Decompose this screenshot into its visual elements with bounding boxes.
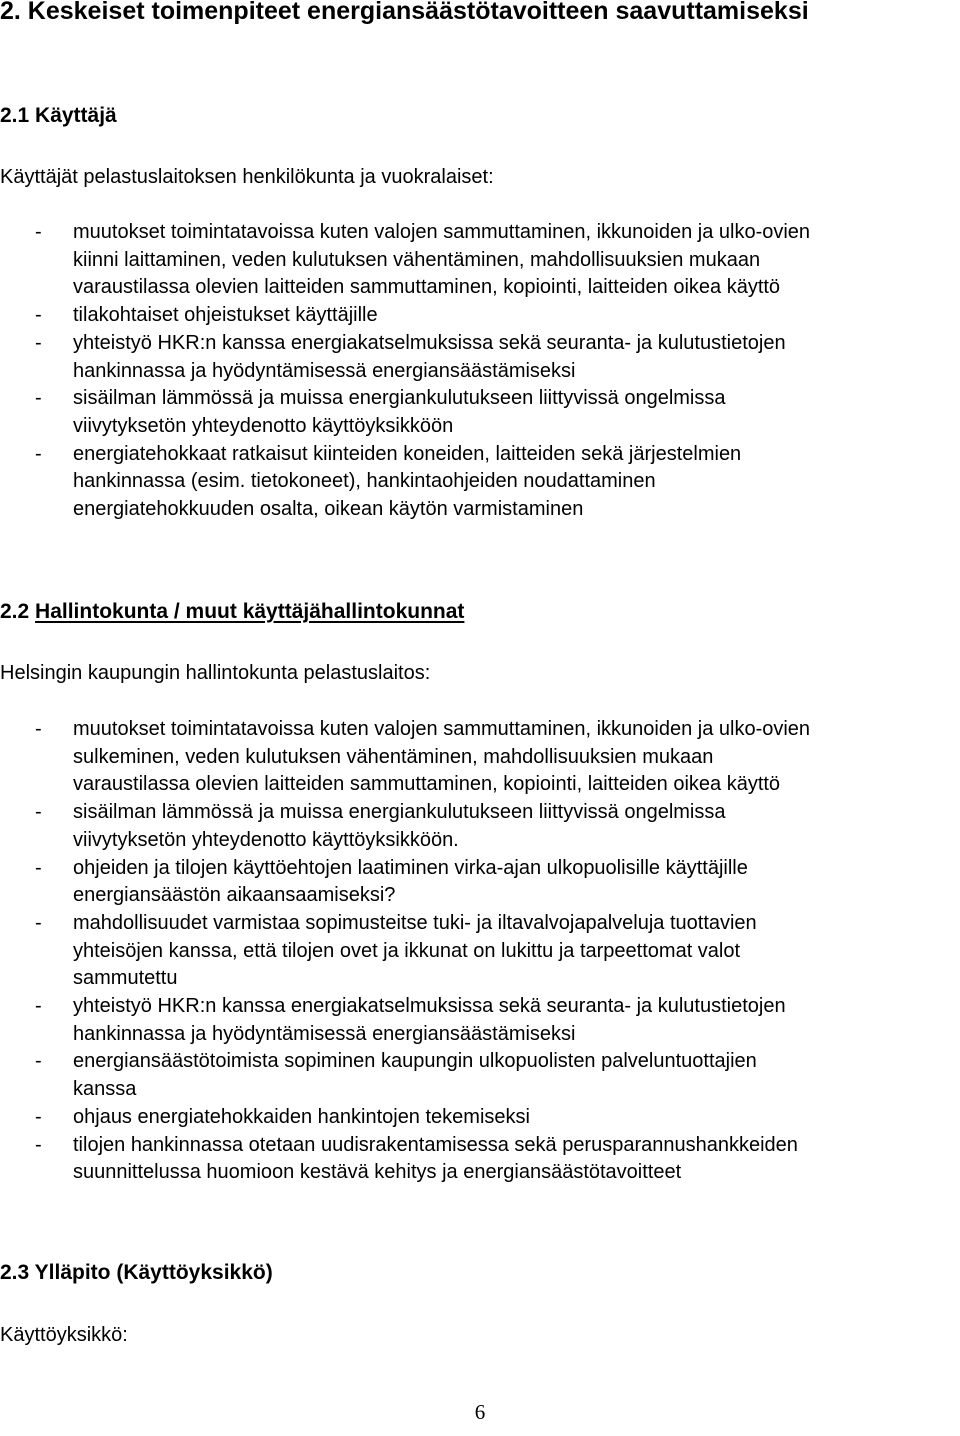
list-dash: - <box>35 1050 42 1073</box>
list-dash: - <box>35 911 42 934</box>
list-item <box>0 219 960 302</box>
list-item <box>0 1048 960 1103</box>
list-item-line: hankinnassa (esim. tietokoneet), hankintaohjeiden noudattaminen <box>73 470 656 493</box>
list-item-line: varaustilassa olevien laitteiden sammuttaminen, kopiointi, laitteiden oikea käyttö <box>73 773 781 796</box>
list-item-line: muutokset toimintatavoissa kuten valojen sammuttaminen, ikkunoiden ja ulko-ovien <box>73 221 811 243</box>
list-item <box>0 993 960 1048</box>
list-item-line: tilakohtaiset ohjeistukset käyttäjille <box>73 304 378 327</box>
list-item <box>0 385 960 440</box>
section-intro-kayttaja: Käyttäjät pelastuslaitoksen henkilökunta ja vuokralaiset: <box>0 166 494 188</box>
list-dash: - <box>35 387 42 410</box>
list-item-line: hankinnassa ja hyödyntämisessä energiansäästämiseksi <box>73 1022 576 1045</box>
main-heading: 2. Keskeiset toimenpiteet energiansäästötavoitteen saavuttamiseksi <box>0 0 809 25</box>
list-item-line: ohjaus energiatehokkaiden hankintojen tekemiseksi <box>73 1105 530 1128</box>
list-item-line: sisäilman lämmössä ja muissa energiankulutukseen liittyvissä ongelmissa <box>73 801 726 824</box>
list-dash: - <box>35 1133 42 1156</box>
list-dash: - <box>35 856 42 879</box>
list-item-line: yhteistyö HKR:n kanssa energiakatselmuksissa sekä seuranta- ja kulutustietojen <box>73 995 786 1018</box>
section-heading-title: Hallintokunta / muut käyttäjähallintokunnat <box>35 600 465 623</box>
list-item-line: kanssa <box>73 1078 137 1101</box>
list-item-line: sammutettu <box>73 967 178 990</box>
list-dash: - <box>35 221 42 243</box>
bullet-list-hallintokunta <box>0 716 960 1187</box>
list-item-line: yhteistyö HKR:n kanssa energiakatselmuksissa sekä seuranta- ja kulutustietojen <box>73 331 786 354</box>
list-item-line: sulkeminen, veden kulutuksen vähentäminen, mahdollisuuksien mukaan <box>73 745 714 768</box>
list-item-line: energiansäästötoimista sopiminen kaupungin ulkopuolisten palveluntuottajien <box>73 1050 757 1073</box>
list-dash: - <box>35 331 42 354</box>
list-item-line: hankinnassa ja hyödyntämisessä energiansäästämiseksi <box>73 359 576 382</box>
list-item-line: varaustilassa olevien laitteiden sammuttaminen, kopiointi, laitteiden oikea käyttö <box>73 276 781 299</box>
list-dash: - <box>35 801 42 824</box>
bullet-list-kayttaja <box>0 219 960 524</box>
list-item-line: viivytyksetön yhteydenotto käyttöyksikköön <box>73 414 454 437</box>
section-heading-hallintokunta <box>0 599 464 625</box>
list-item-line: viivytyksetön yhteydenotto käyttöyksikköön. <box>73 828 459 851</box>
list-item-line: suunnittelussa huomioon kestävä kehitys ja energiansäästötavoitteet <box>73 1161 682 1184</box>
section-intro-yllapito: Käyttöyksikkö: <box>0 1324 128 1346</box>
list-item-line: mahdollisuudet varmistaa sopimusteitse tuki- ja iltavalvojapalveluja tuottavien <box>73 911 757 934</box>
list-dash: - <box>35 718 42 740</box>
list-item-line: yhteisöjen kanssa, että tilojen ovet ja ikkunat on lukittu ja tarpeettomat valot <box>73 939 741 962</box>
list-item <box>0 910 960 993</box>
page-number: 6 <box>474 1400 486 1424</box>
list-dash: - <box>35 304 42 327</box>
list-item <box>0 855 960 910</box>
list-item-line: kiinni laittaminen, veden kulutuksen vähentäminen, mahdollisuuksien mukaan <box>73 248 761 271</box>
list-item-line: ohjeiden ja tilojen käyttöehtojen laatiminen virka-ajan ulkopuolisille käyttäjille <box>73 856 748 879</box>
list-item <box>0 1104 960 1132</box>
section-heading-yllapito: 2.3 Ylläpito (Käyttöyksikkö) <box>0 1261 273 1284</box>
list-dash: - <box>35 1105 42 1128</box>
section-intro-hallintokunta: Helsingin kaupungin hallintokunta pelastuslaitos: <box>0 662 431 684</box>
list-dash: - <box>35 442 42 465</box>
list-dash: - <box>35 995 42 1018</box>
section-heading-kayttaja: 2.1 Käyttäjä <box>0 104 117 127</box>
list-item-line: energiansäästön aikaansaamiseksi? <box>73 884 396 907</box>
list-item-line: sisäilman lämmössä ja muissa energiankulutukseen liittyvissä ongelmissa <box>73 387 726 410</box>
list-item-line: energiatehokkaat ratkaisut kiinteiden koneiden, laitteiden sekä järjestelmien <box>73 442 742 465</box>
section-heading-number: 2.2 <box>0 600 36 623</box>
list-item <box>0 799 960 854</box>
list-item <box>0 302 960 330</box>
list-item <box>0 441 960 524</box>
list-item-line: energiatehokkuuden osalta, oikean käytön varmistaminen <box>73 498 584 521</box>
list-item <box>0 330 960 385</box>
list-item-line: muutokset toimintatavoissa kuten valojen sammuttaminen, ikkunoiden ja ulko-ovien <box>73 718 811 740</box>
list-item <box>0 1132 960 1187</box>
list-item-line: tilojen hankinnassa otetaan uudisrakentamisessa sekä perusparannushankkeiden <box>73 1133 798 1156</box>
list-item <box>0 716 960 799</box>
